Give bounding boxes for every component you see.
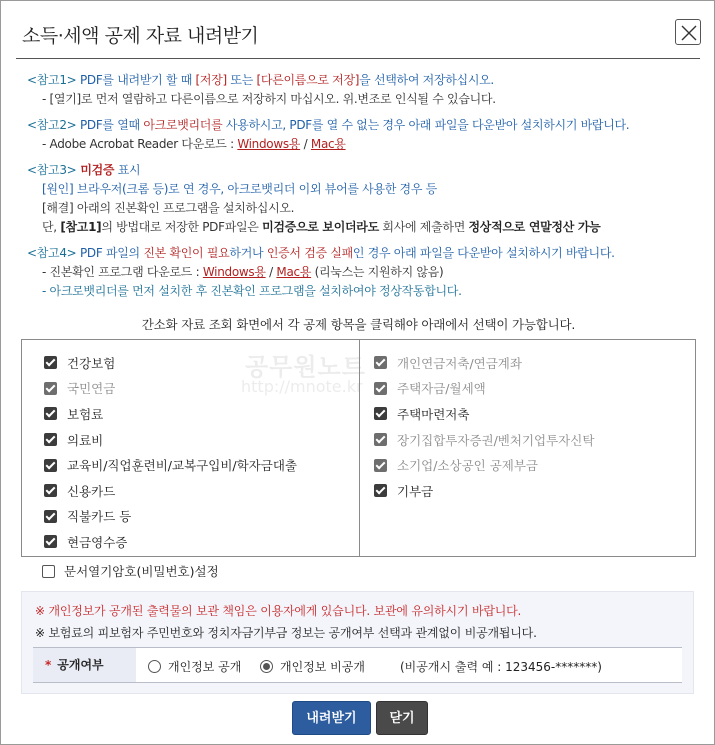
warning-text: ※ 개인정보가 공개된 출력물의 보관 책임은 이용자에게 있습니다. 보관에 유의하시기 바랍니다.: [35, 604, 522, 618]
password-checkbox[interactable]: [42, 562, 219, 580]
verifier-windows-link[interactable]: Windows용: [202, 265, 266, 279]
checkbox-checked-icon[interactable]: [44, 510, 57, 523]
deduction-item-label: 직불카드 등: [67, 509, 132, 525]
checkbox-checked-icon[interactable]: [44, 356, 57, 369]
note-tag: <참고4>: [27, 246, 77, 260]
disclosure-panel: [21, 591, 694, 694]
deduction-item-label: 의료비: [67, 432, 104, 448]
deduction-item[interactable]: [374, 452, 594, 478]
checkbox-checked-icon[interactable]: [374, 407, 387, 420]
close-dialog-button[interactable]: 닫기: [376, 701, 428, 735]
radio-private[interactable]: 개인정보 비공개: [260, 658, 365, 675]
dialog-title: 소득·세액 공제 자료 내려받기: [22, 25, 259, 47]
deduction-item-label: 보험료: [67, 406, 104, 422]
title-divider: [16, 58, 700, 59]
note-3-fix: [해결] 아래의 진본확인 프로그램을 설치하십시오.: [42, 201, 295, 215]
note-tag: <참고1>: [27, 73, 77, 87]
checkbox-checked-icon[interactable]: [44, 484, 57, 497]
checkbox-checked-icon[interactable]: [374, 382, 387, 395]
deduction-item-label: 장기집합투자증권/벤처기업투자신탁: [397, 432, 595, 448]
checkbox-checked-icon[interactable]: [44, 535, 57, 548]
deduction-item[interactable]: [374, 350, 594, 376]
notes-section: [27, 71, 707, 301]
deduction-item[interactable]: [374, 401, 594, 427]
checkbox-checked-icon[interactable]: [374, 433, 387, 446]
deduction-item[interactable]: [374, 376, 594, 402]
deduction-item-label: 기부금: [397, 483, 434, 499]
watermark-url: http://mnote.kr: [241, 377, 363, 396]
right-items: [374, 350, 594, 504]
acrobat-windows-link[interactable]: Windows용: [237, 137, 301, 151]
selection-guide: 간소화 자료 조회 화면에서 각 공제 항목을 클릭해야 아래에서 선택이 가능합니다.: [141, 317, 576, 332]
deduction-item[interactable]: [44, 427, 297, 453]
deduction-item-label: 소기업/소상공인 공제부금: [397, 458, 539, 474]
notice-text: ※ 보험료의 피보험자 주민번호와 정치자금기부금 정보는 공개여부 선택과 관계없이 비공개됩니다.: [35, 626, 537, 640]
radio-selected-icon[interactable]: [260, 660, 273, 673]
deduction-item[interactable]: [374, 427, 594, 453]
deduction-item-label: 주택자금/월세액: [397, 381, 486, 397]
deduction-item[interactable]: [44, 529, 297, 555]
note-1: <참고1> PDF를 내려받기 할 때 [저장] 또는 [다른이름으로 저장]을 선택하여 저장하십시오.: [27, 73, 494, 87]
note-1-sub: - [열기]로 먼저 열람하고 다른이름으로 저장하지 마십시오. 위.변조로 인식될 수 있습니다.: [42, 92, 496, 106]
checkbox-checked-icon[interactable]: [374, 459, 387, 472]
deduction-item-label: 개인연금저축/연금계좌: [397, 355, 522, 371]
deduction-item-label: 신용카드: [67, 483, 116, 499]
checkbox-checked-icon[interactable]: [44, 407, 57, 420]
disclosure-row: [33, 647, 682, 683]
note-3-note: 단, [참고1]의 방법대로 저장한 PDF파일은 미검증으로 보이더라도 회사에 제출하면 정상적으로 연말정산 가능: [42, 220, 601, 234]
deduction-item[interactable]: [44, 478, 297, 504]
acrobat-mac-link[interactable]: Mac용: [310, 137, 346, 151]
deduction-item-label: 주택마련저축: [397, 406, 470, 422]
masking-example: (비공개시 출력 예 : 123456-*******): [400, 660, 602, 674]
note-4: <참고4> PDF 파일의 진본 확인이 필요하거나 인증서 검증 실패인 경우 아래 파일을 다운받아 설치하시기 바랍니다.: [27, 246, 615, 260]
note-4-sub: - 진본확인 프로그램 다운로드 : Windows용 / Mac용 (리눅스는 지원하지 않음): [42, 265, 444, 279]
note-4-sub2: - 아크로뱃리더를 먼저 설치한 후 진본확인 프로그램을 설치하여야 정상작동합니다.: [42, 284, 462, 298]
deduction-item[interactable]: [44, 452, 297, 478]
checkbox-icon[interactable]: [42, 565, 55, 578]
deduction-item[interactable]: [44, 401, 297, 427]
radio-public[interactable]: 개인정보 공개: [148, 658, 241, 675]
verifier-mac-link[interactable]: Mac용: [276, 265, 312, 279]
checkbox-checked-icon[interactable]: [44, 433, 57, 446]
watermark: 공무원노트: [245, 353, 366, 381]
deduction-item-label: 현금영수증: [67, 534, 128, 550]
download-button[interactable]: 내려받기: [292, 701, 371, 735]
radio-icon[interactable]: [148, 660, 161, 673]
checkbox-checked-icon[interactable]: [374, 484, 387, 497]
deduction-item[interactable]: [374, 478, 594, 504]
close-button[interactable]: [675, 19, 701, 45]
note-2: <참고2> PDF를 열때 아크로뱃리더를 사용하시고, PDF를 열 수 없는 경우 아래 파일을 다운받아 설치하시기 바랍니다.: [27, 118, 630, 132]
note-3-cause: [원인] 브라우저(크롬 등)로 연 경우, 아크로뱃리더 이외 뷰어를 사용한 경우 등: [42, 182, 437, 196]
note-tag: <참고3>: [27, 163, 77, 177]
checkbox-checked-icon[interactable]: [44, 382, 57, 395]
deduction-item-label: 교육비/직업훈련비/교복구입비/학자금대출: [67, 458, 297, 474]
disclosure-label: * 공개여부: [33, 648, 136, 682]
checkbox-checked-icon[interactable]: [44, 459, 57, 472]
checkbox-checked-icon[interactable]: [374, 356, 387, 369]
deduction-item[interactable]: [44, 504, 297, 530]
deduction-item-label: 국민연금: [67, 381, 116, 397]
note-2-sub: - Adobe Acrobat Reader 다운로드 : Windows용 / Mac용: [42, 137, 346, 151]
deduction-item-label: 건강보험: [67, 355, 116, 371]
close-icon: [680, 24, 698, 42]
note-3: <참고3> 미검증 표시: [27, 163, 141, 177]
required-mark: *: [45, 658, 52, 672]
password-label: 문서열기암호(비밀번호)설정: [64, 564, 219, 579]
note-tag: <참고2>: [27, 118, 77, 132]
